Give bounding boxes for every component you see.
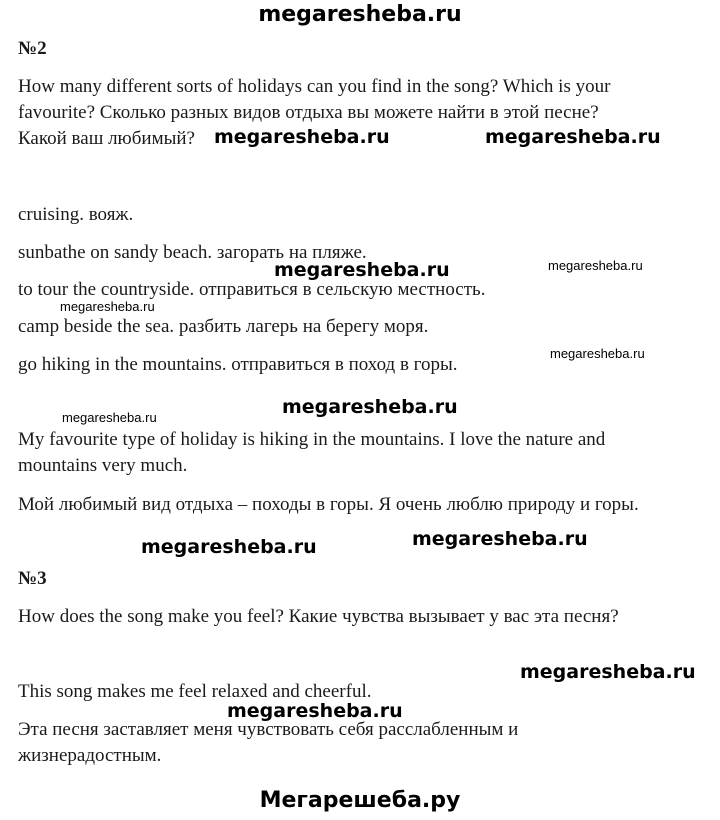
favourite-ru: Мой любимый вид отдыха – походы в горы. Я очень люблю природу и горы. [18,494,639,515]
task-3-answer-ru-line-1: Эта песня заставляет меня чувствовать себя расслабленным и [18,719,519,740]
task-3-question: How does the song make you feel? Какие чувства вызывает у вас эта песня? [18,606,619,627]
watermark: megaresheba.ru [485,126,661,148]
watermark: megaresheba.ru [548,258,643,273]
task-2-question-line-2: favourite? Сколько разных видов отдыха вы можете найти в этой песне? [18,102,599,123]
watermark: megaresheba.ru [550,346,645,361]
task-3-answer-ru-line-2: жизнерадостным. [18,745,162,766]
watermark: megaresheba.ru [60,299,155,314]
answer-item: cruising. вояж. [18,204,134,225]
favourite-en-line-2: mountains very much. [18,455,188,476]
answer-item: to tour the countryside. отправиться в сельскую местность. [18,279,486,300]
answer-item: go hiking in the mountains. отправиться в поход в горы. [18,354,458,375]
task-2-question-line-1: How many different sorts of holidays can you find in the song? Which is your [18,76,611,97]
watermark: megaresheba.ru [520,661,696,683]
footer-site-watermark: Мегарешеба.ру [259,788,461,813]
answer-item: sunbathe on sandy beach. загорать на пляже. [18,242,367,263]
watermark: megaresheba.ru [214,126,390,148]
task-2-number: №2 [18,38,47,59]
favourite-en-line-1: My favourite type of holiday is hiking in the mountains. I love the nature and [18,429,606,450]
watermark: megaresheba.ru [141,536,317,558]
watermark: megaresheba.ru [412,528,588,550]
task-2-question-line-3: Какой ваш любимый? [18,128,195,149]
answer-item: camp beside the sea. разбить лагерь на берегу моря. [18,316,429,337]
watermark: megaresheba.ru [274,259,450,281]
watermark: megaresheba.ru [227,700,403,722]
task-3-answer-en: This song makes me feel relaxed and cheerful. [18,681,372,702]
watermark: megaresheba.ru [62,410,157,425]
header-site-watermark: megaresheba.ru [258,2,462,27]
task-3-number: №3 [18,568,47,589]
watermark: megaresheba.ru [282,396,458,418]
